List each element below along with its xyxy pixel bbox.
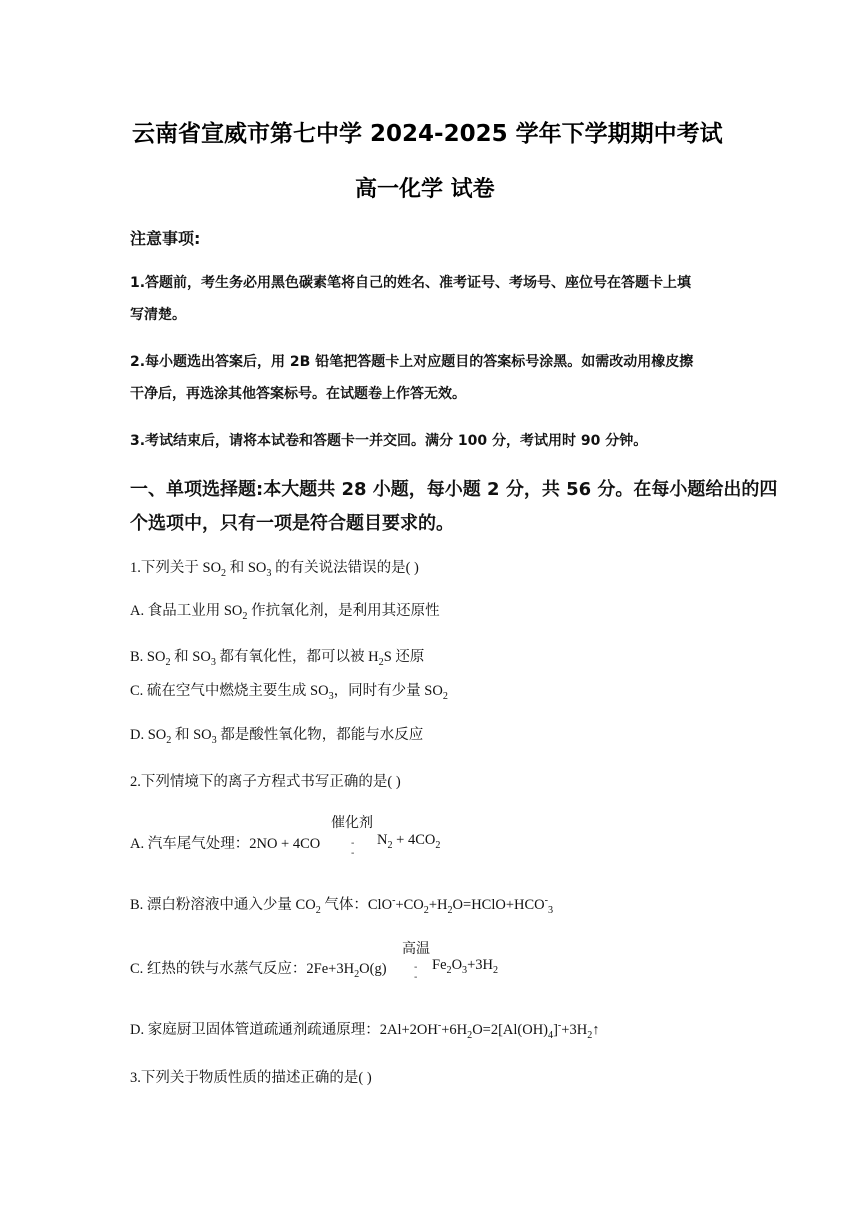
high-temp-condition: 高温 [402,941,430,957]
q2-b-text-f: HCO [514,897,545,913]
q2-c-left-text-a: C. 红热的铁与水蒸气反应：2Fe+3H [130,961,355,977]
q1-c-text-a: C. 硫在空气中燃烧主要生成 SO [130,683,329,699]
q1-stem-text-a: 1.下列关于 SO [130,560,222,576]
q1-d-text-a: D. SO [130,727,167,743]
q2-d-text-a: D. 家庭厨卫固体管道疏通剂疏通原理：2Al+2OH [130,1022,438,1038]
exam-title: 云南省宣威市第七中学 2024-2025 学年下学期期中考试 [132,121,723,147]
subscript: 2 [447,904,453,916]
catalyst-condition: 催化剂 [331,815,373,831]
question-2-option-c-left [130,957,387,978]
q1-a-text-a: A. 食品工业用 SO [130,603,243,619]
superscript: - [557,1020,562,1032]
q1-stem-text-b: 和 SO [226,560,267,576]
subscript: 2 [442,690,448,702]
exam-subtitle: 高一化学 试卷 [355,177,495,202]
q1-b-text-b: 和 SO [170,649,211,665]
subscript: 2 [315,904,321,916]
q1-d-text-b: 和 SO [171,727,212,743]
subscript: 2 [387,839,393,851]
question-2-option-a-left: A. 汽车尾气处理：2NO + 4CO [130,836,321,852]
subscript: 2 [446,964,452,976]
subscript: 3 [548,904,554,916]
question-1-option-d [130,723,423,744]
subscript: 2 [354,968,360,980]
question-2-option-c-right [432,957,498,974]
q2-d-text-d: ] [553,1022,558,1038]
subscript: 2 [467,1029,473,1041]
subscript: 2 [587,1029,593,1041]
question-1-stem [130,556,419,577]
q1-c-text-b: ，同时有少量 SO [333,683,443,699]
q2-b-text-b: 气体：ClO [320,897,393,913]
subscript: 3 [328,690,334,702]
subscript: 2 [165,656,171,668]
q1-b-text-c: 都有氧化性，都可以被 H [215,649,379,665]
subscript: 2 [242,610,248,622]
q2-d-text-b: +6H [441,1022,468,1038]
notice-item-2-line-2: 干净后，再选涂其他答案标号。在试题卷上作答无效。 [130,386,466,402]
q1-d-text-c: 都是酸性氧化物，都能与水反应 [216,727,424,743]
subscript: 2 [378,656,384,668]
question-2-stem: 2.下列情境下的离子方程式书写正确的是( ) [130,774,401,790]
section-heading-line-2: 个选项中，只有一项是符合题目要求的。 [130,513,454,534]
section-heading-line-1: 一、单项选择题:本大题共 28 小题，每小题 2 分，共 56 分。在每小题给出的四 [130,479,778,500]
q2-c-right-text-b: O [451,957,463,973]
subscript: 2 [166,734,172,746]
notice-item-1-line-2: 写清楚。 [130,307,186,323]
question-1-option-b [130,645,424,666]
q2-b-text-e: O=HClO+ [452,897,515,913]
subscript: 3 [266,567,272,579]
equation-arrow-icon: - [414,972,418,983]
q1-b-text-a: B. SO [130,649,166,665]
q1-stem-text-c: 的有关说法错误的是( ) [271,560,419,576]
q1-a-text-b: 作抗氧化剂，是利用其还原性 [247,603,440,619]
subscript: 2 [221,567,227,579]
q2-b-text-d: +H [428,897,448,913]
superscript: - [544,895,549,907]
question-2-option-a-right [377,832,440,849]
question-3-stem: 3.下列关于物质性质的描述正确的是( ) [130,1070,372,1086]
subscript: 4 [548,1029,554,1041]
q2-c-right-text-c: +3H [467,957,494,973]
question-1-option-c [130,679,448,700]
equation-arrow-icon: - [351,848,355,859]
q1-b-text-d: S 还原 [383,649,425,665]
q2-b-text-c: +CO [395,897,424,913]
question-1-option-a [130,599,440,620]
question-2-option-b [130,893,553,914]
subscript: 2 [435,839,441,851]
subscript: 2 [423,904,429,916]
notice-heading: 注意事项: [130,229,201,248]
q2-a-right-text-a: N [377,832,388,848]
q2-b-text-a: B. 漂白粉溶液中通入少量 CO [130,897,316,913]
notice-item-3: 3.考试结束后，请将本试卷和答题卡一并交回。满分 100 分，考试用时 90 分钟。 [130,433,648,449]
superscript: - [437,1020,442,1032]
q2-a-right-text-b: + 4CO [392,832,436,848]
notice-item-2-line-1: 2.每小题选出答案后，用 2B 铅笔把答题卡上对应题目的答案标号涂黑。如需改动用橡皮擦 [130,354,694,370]
subscript: 2 [493,964,499,976]
up-arrow-icon: ↑ [592,1022,600,1038]
q2-d-text-c: O=2[Al(OH) [472,1022,549,1038]
notice-item-1-line-1: 1.答题前，考生务必用黑色碳素笔将自己的姓名、准考证号、考场号、座位号在答题卡上填 [130,275,692,291]
q2-c-left-text-b: O(g) [359,961,387,977]
subscript: 3 [462,964,468,976]
equation-arrow-icon: - [414,962,418,973]
subscript: 3 [210,656,216,668]
superscript: - [392,895,396,907]
q2-d-text-e: +3H [561,1022,588,1038]
subscript: 3 [211,734,217,746]
question-2-option-d [130,1018,600,1039]
q2-c-right-text-a: Fe [432,957,447,973]
equation-arrow-icon: - [351,838,355,849]
